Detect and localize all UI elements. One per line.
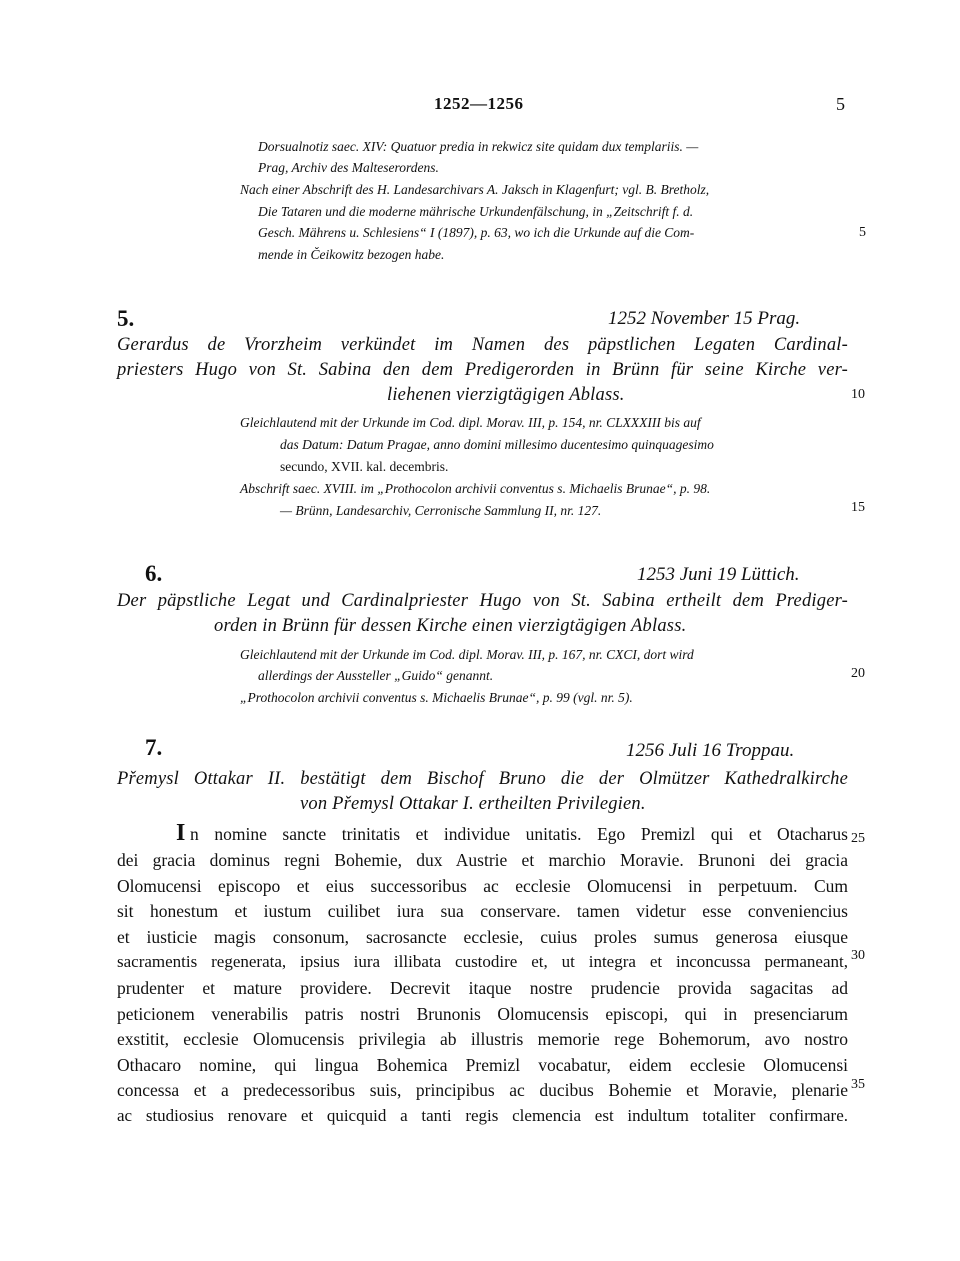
regest-line: Přemysl Ottakar II. bestätigt dem Bischof Bruno die der Olmützer Kathedralkirche <box>117 769 848 789</box>
body-line: ac studiosius renovare et quicquid a tanti regis clemencia est indultum totaliter confirmare. <box>117 1106 848 1125</box>
body-line: sacramentis regenerata, ipsius iura illibata custodire et, ut integra et inconcussa permaneant, <box>117 952 848 971</box>
intro-note-line: Gesch. Mährens u. Schlesiens“ I (1897), p. 63, wo ich die Urkunde auf die Com- <box>258 225 695 240</box>
intro-note-line: Nach einer Abschrift des H. Landesarchivars A. Jaksch in Klagenfurt; vgl. B. Bretholz, <box>240 182 710 197</box>
intro-note-line: Die Tataren und die moderne mährische Urkundenfälschung, in „Zeitschrift f. d. <box>258 204 694 219</box>
body-line: concessa et a predecessoribus suis, principibus ac ducibus Bohemie et Moravie, plenarie <box>117 1080 848 1100</box>
page-number: 5 <box>836 94 845 114</box>
body-line: exstitit, ecclesie Olomucensis privilegia ab illustris memorie rege Bohemorum, avo nostro <box>117 1029 848 1049</box>
initial-letter: I <box>176 820 186 846</box>
margin-line-number: 35 <box>851 1077 865 1092</box>
document-number: 5. <box>117 306 135 331</box>
regest-line: von Přemysl Ottakar I. ertheilten Privilegien. <box>300 794 646 814</box>
document-number: 7. <box>145 735 163 760</box>
margin-line-number: 20 <box>851 666 865 681</box>
margin-line-number: 10 <box>851 387 865 402</box>
document-date: 1256 Juli 16 Troppau. <box>626 740 795 761</box>
body-line: dei gracia dominus regni Bohemie, dux Austrie et marchio Moravie. Brunoni dei gracia <box>117 850 848 870</box>
intro-note-line: Dorsualnotiz saec. XIV: Quatuor predia in rekwicz site quidam dux templariis. — <box>258 139 699 154</box>
note-line: allerdings der Aussteller „Guido“ genannt. <box>258 668 494 683</box>
note-line: Gleichlautend mit der Urkunde im Cod. dipl. Morav. III, p. 154, nr. CLXXXIII bis auf <box>240 415 701 430</box>
document-date: 1253 Juni 19 Lüttich. <box>637 564 800 585</box>
note-line: Abschrift saec. XVIII. im „Prothocolon archivii conventus s. Michaelis Brunae“, p. 98. <box>240 481 711 496</box>
body-line: prudenter et mature providere. Decrevit itaque nostre prudencie provida sagacitas ad <box>117 978 848 998</box>
regest-line: Der päpstliche Legat und Cardinalpriester Hugo von St. Sabina ertheilt dem Prediger- <box>117 591 848 611</box>
body-line-first <box>176 820 848 846</box>
regest-line: Gerardus de Vrorzheim verkündet im Namen des päpstlichen Legaten Cardinal- <box>117 335 848 355</box>
margin-line-number: 25 <box>851 831 865 846</box>
body-line: et iusticie magis consonum, sacrosancte ecclesie, cuius proles sumus generosa eiusque <box>117 927 848 947</box>
note-line: Gleichlautend mit der Urkunde im Cod. dipl. Morav. III, p. 167, nr. CXCI, dort wird <box>240 647 694 662</box>
running-header-title: 1252—1256 <box>434 94 524 113</box>
note-line: das Datum: Datum Pragae, anno domini millesimo ducentesimo quinquagesimo <box>280 437 714 452</box>
regest-line: liehenen vierzigtägigen Ablass. <box>387 385 625 405</box>
note-line: secundo, XVII. kal. decembris. <box>280 459 449 474</box>
body-line: Othacaro nomine, qui lingua Bohemica Premizl vocabatur, eidem ecclesie Olomucensi <box>117 1055 848 1075</box>
intro-note-line: mende in Čeikowitz bezogen habe. <box>258 247 445 262</box>
regest-line: priesters Hugo von St. Sabina den dem Predigerorden in Brünn für seine Kirche ver- <box>117 360 848 380</box>
margin-line-number: 15 <box>851 500 865 515</box>
regest-line: orden in Brünn für dessen Kirche einen vierzigtägigen Ablass. <box>214 616 687 636</box>
intro-note-line: Prag, Archiv des Malteserordens. <box>258 160 439 175</box>
margin-line-number: 30 <box>851 948 865 963</box>
body-line: peticionem venerabilis patris nostri Brunonis Olomucensis episcopi, qui in presenciarum <box>117 1004 848 1024</box>
document-number: 6. <box>145 561 163 586</box>
note-line: „Prothocolon archivii conventus s. Michaelis Brunae“, p. 99 (vgl. nr. 5). <box>240 690 633 705</box>
note-line: — Brünn, Landesarchiv, Cerronische Sammlung II, nr. 127. <box>280 503 602 518</box>
document-date: 1252 November 15 Prag. <box>608 308 801 329</box>
margin-line-number: 5 <box>859 225 866 240</box>
body-line: n nomine sancte trinitatis et individue unitatis. Ego Premizl qui et Otacharus <box>190 824 848 844</box>
body-line: sit honestum et iustum cuilibet iura sua conservare. tamen videtur esse conveniencius <box>117 901 848 921</box>
body-line: Olomucensi episcopo et eius successoribus ac ecclesie Olomucensi in perpetuum. Cum <box>117 876 848 896</box>
